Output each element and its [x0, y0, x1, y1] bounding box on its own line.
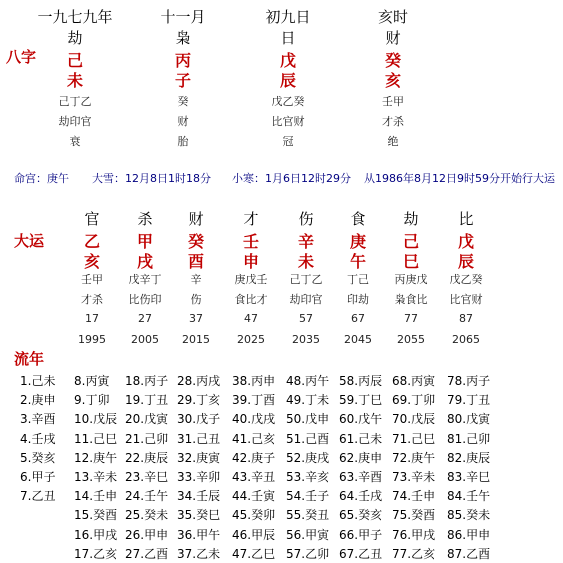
bazi-gan: 丙: [174, 51, 191, 70]
dayun-gan: 乙: [83, 232, 100, 251]
dayun-cang-shishen: 比官财: [449, 293, 483, 306]
liunian-cell: 56.甲寅: [286, 527, 330, 542]
bazi-zhi: 子: [174, 71, 191, 90]
daxue-text: 大雪：12月8日1时18分: [92, 172, 211, 185]
dayun-year: 1995: [78, 333, 106, 346]
liunian-cell: 10.戊辰: [74, 412, 118, 427]
dayun-cang-shishen: 劫印官: [289, 293, 323, 306]
dayun-label: 大运: [14, 232, 45, 250]
liunian-cell: 37.乙未: [177, 546, 221, 561]
liunian-cell: 28.丙戌: [177, 374, 221, 388]
dayun-zhi: 酉: [187, 252, 204, 271]
bazi-canggan: 癸: [177, 95, 189, 108]
liunian-cell: 65.癸亥: [339, 508, 383, 523]
dayun-cang-shishen: 才杀: [81, 293, 103, 306]
dayun-age: 57: [299, 312, 313, 325]
dayun-shishen: 劫: [403, 210, 419, 228]
liunian-cell: 20.戊寅: [125, 412, 169, 427]
dayun-shishen: 伤: [298, 210, 314, 228]
liunian-cell: 19.丁丑: [125, 393, 169, 408]
liunian-cell: 82.庚辰: [447, 450, 491, 465]
liunian-cell: 34.壬辰: [177, 489, 221, 504]
liunian-cell: 17.乙亥: [74, 546, 118, 561]
liunian-cell: 18.丙子: [125, 374, 169, 388]
liunian-cell: 59.丁巳: [339, 393, 383, 408]
dayun-zhi: 戌: [136, 252, 153, 271]
liunian-cell: 72.庚午: [392, 450, 436, 465]
liunian-cell: 70.戊辰: [392, 412, 436, 427]
dayun-zhi: 申: [242, 252, 259, 271]
bazi-label: 八字: [6, 48, 37, 66]
dayun-year: 2035: [292, 333, 320, 346]
dayun-zhi: 亥: [83, 252, 100, 271]
dayun-canggan: 己丁乙: [289, 273, 323, 286]
liunian-cell: 83.辛巳: [447, 470, 491, 484]
dayun-shishen: 财: [188, 210, 204, 228]
bazi-cang-shishen: 财: [177, 115, 189, 128]
liunian-cell: 46.甲辰: [232, 527, 276, 542]
dayun-canggan: 庚戊壬: [234, 273, 268, 286]
bazi-state: 胎: [177, 135, 189, 148]
liunian-cell: 76.甲戌: [392, 527, 436, 542]
liunian-cell: 69.丁卯: [392, 393, 436, 408]
liunian-cell: 71.己巳: [392, 431, 436, 446]
liunian-cell: 16.甲戌: [74, 527, 118, 542]
dayun-canggan: 壬甲: [81, 273, 103, 286]
dayun-gan: 甲: [136, 232, 153, 251]
dayun-year: 2055: [397, 333, 425, 346]
liunian-cell: 22.庚辰: [125, 450, 169, 465]
liunian-cell: 2.庚申: [20, 393, 56, 408]
liunian-cell: 61.己未: [339, 431, 383, 446]
liunian-cell: 51.己酉: [286, 431, 330, 446]
dayun-gan: 壬: [242, 232, 259, 251]
liunian-cell: 7.乙丑: [20, 489, 56, 504]
liunian-cell: 40.戊戌: [232, 412, 276, 427]
liunian-cell: 33.辛卯: [177, 470, 221, 484]
dayun-year: 2025: [237, 333, 265, 346]
dayun-age: 17: [85, 312, 99, 325]
dayun-zhi: 辰: [457, 252, 474, 271]
liunian-cell: 55.癸丑: [286, 508, 330, 523]
liunian-cell: 64.壬戌: [339, 489, 383, 504]
liunian-cell: 75.癸酉: [392, 508, 436, 523]
bazi-state: 衰: [69, 135, 81, 148]
liunian-cell: 6.甲子: [20, 470, 56, 484]
liunian-cell: 21.己卯: [125, 431, 169, 446]
liunian-cell: 29.丁亥: [177, 393, 221, 408]
liunian-cell: 24.壬午: [125, 489, 169, 504]
bazi-cang-shishen: 劫印官: [58, 115, 92, 128]
dayun-gan: 辛: [297, 232, 314, 251]
dayun-year: 2015: [182, 333, 210, 346]
dayun-shishen: 才: [243, 210, 259, 228]
liunian-cell: 43.辛丑: [232, 470, 276, 484]
dayun-age: 27: [138, 312, 152, 325]
bazi-header: 一九七九年: [37, 8, 113, 26]
liunian-cell: 48.丙午: [286, 374, 330, 388]
liunian-cell: 12.庚午: [74, 450, 118, 465]
bazi-header: 初九日: [265, 8, 311, 26]
liunian-cell: 38.丙申: [232, 374, 276, 388]
liunian-cell: 60.戊午: [339, 412, 383, 427]
bazi-header: 十一月: [160, 8, 206, 26]
dayun-age: 47: [244, 312, 258, 325]
qiyun-text: 从1986年8月12日9时59分开始行大运: [364, 172, 555, 185]
liunian-cell: 78.丙子: [447, 374, 491, 388]
dayun-zhi: 未: [297, 252, 314, 271]
bazi-gan: 己: [66, 51, 83, 70]
dayun-shishen: 比: [458, 210, 474, 228]
dayun-gan: 己: [402, 232, 419, 251]
liunian-cell: 25.癸未: [125, 508, 169, 523]
dayun-canggan: 丁己: [347, 273, 369, 286]
dayun-cang-shishen: 印劫: [347, 293, 369, 306]
dayun-gan: 癸: [187, 232, 204, 251]
liunian-cell: 50.戊申: [286, 412, 330, 427]
liunian-cell: 52.庚戌: [286, 450, 330, 465]
bazi-shishen: 财: [385, 29, 401, 47]
liunian-label: 流年: [14, 350, 45, 368]
bazi-shishen: 日: [280, 29, 296, 47]
xiaohan-text: 小寒：1月6日12时29分: [232, 172, 351, 185]
dayun-cang-shishen: 比伤印: [128, 293, 162, 306]
dayun-shishen: 官: [84, 210, 100, 228]
liunian-cell: 81.己卯: [447, 431, 491, 446]
liunian-cell: 32.庚寅: [177, 450, 221, 465]
liunian-cell: 53.辛亥: [286, 470, 330, 484]
liunian-cell: 30.戊子: [177, 412, 221, 427]
dayun-zhi: 巳: [402, 252, 419, 271]
liunian-cell: 85.癸未: [447, 508, 491, 523]
liunian-cell: 42.庚子: [232, 450, 276, 465]
liunian-cell: 26.甲申: [125, 527, 169, 542]
bazi-header: 亥时: [377, 8, 408, 26]
liunian-cell: 1.己未: [20, 374, 56, 388]
dayun-year: 2065: [452, 333, 480, 346]
liunian-cell: 8.丙寅: [74, 374, 110, 388]
liunian-cell: 35.癸巳: [177, 508, 221, 523]
liunian-cell: 49.丁未: [286, 393, 330, 408]
dayun-cang-shishen: 枭食比: [394, 293, 428, 306]
bazi-shishen: 枭: [175, 29, 191, 47]
liunian-cell: 44.壬寅: [232, 489, 276, 504]
liunian-cell: 31.己丑: [177, 431, 221, 446]
liunian-cell: 23.辛巳: [125, 470, 169, 484]
liunian-cell: 66.甲子: [339, 527, 383, 542]
dayun-canggan: 戊乙癸: [449, 273, 483, 286]
bazi-zhi: 辰: [279, 71, 296, 90]
liunian-cell: 3.辛酉: [20, 412, 56, 427]
liunian-cell: 36.甲午: [177, 527, 221, 542]
bazi-canggan: 戊乙癸: [271, 95, 305, 108]
liunian-cell: 54.壬子: [286, 489, 330, 504]
minggong-text: 命宫：庚午: [14, 172, 69, 185]
liunian-cell: 79.丁丑: [447, 393, 491, 408]
bazi-state: 绝: [387, 135, 399, 148]
liunian-cell: 77.乙亥: [392, 546, 436, 561]
dayun-age: 87: [459, 312, 473, 325]
liunian-cell: 84.壬午: [447, 489, 491, 504]
bazi-cang-shishen: 比官财: [271, 115, 305, 128]
dayun-shishen: 杀: [137, 210, 153, 228]
dayun-canggan: 戊辛丁: [128, 273, 162, 286]
bazi-zhi: 未: [66, 71, 83, 90]
liunian-cell: 5.癸亥: [20, 450, 56, 465]
liunian-cell: 4.壬戌: [20, 431, 56, 446]
liunian-cell: 39.丁酉: [232, 393, 276, 408]
dayun-cang-shishen: 伤: [190, 293, 202, 306]
liunian-cell: 57.乙卯: [286, 546, 330, 561]
bazi-shishen: 劫: [67, 29, 83, 47]
dayun-year: 2005: [131, 333, 159, 346]
liunian-cell: 86.甲申: [447, 527, 491, 542]
bazi-canggan: 己丁乙: [58, 95, 92, 108]
liunian-cell: 15.癸酉: [74, 508, 118, 523]
liunian-cell: 63.辛酉: [339, 470, 383, 484]
bazi-canggan: 壬甲: [382, 95, 404, 108]
dayun-age: 77: [404, 312, 418, 325]
liunian-cell: 73.辛未: [392, 470, 436, 484]
liunian-cell: 27.乙酉: [125, 546, 169, 561]
bazi-cang-shishen: 才杀: [382, 115, 404, 128]
bazi-gan: 癸: [384, 51, 401, 70]
liunian-cell: 67.乙丑: [339, 546, 383, 561]
bazi-gan: 戊: [279, 51, 296, 70]
dayun-zhi: 午: [349, 252, 366, 271]
liunian-cell: 47.乙巳: [232, 546, 276, 561]
liunian-cell: 41.己亥: [232, 431, 276, 446]
bazi-state: 冠: [282, 135, 294, 148]
liunian-cell: 87.乙酉: [447, 546, 491, 561]
dayun-year: 2045: [344, 333, 372, 346]
dayun-gan: 戊: [457, 232, 474, 251]
dayun-gan: 庚: [349, 232, 366, 251]
dayun-age: 37: [189, 312, 203, 325]
liunian-cell: 68.丙寅: [392, 374, 436, 388]
liunian-cell: 9.丁卯: [74, 393, 110, 408]
liunian-cell: 58.丙辰: [339, 374, 383, 388]
liunian-cell: 62.庚申: [339, 450, 383, 465]
dayun-canggan: 丙庚戊: [394, 273, 428, 286]
liunian-cell: 80.戊寅: [447, 412, 491, 427]
bazi-zhi: 亥: [384, 71, 401, 90]
liunian-cell: 14.壬申: [74, 489, 118, 504]
liunian-cell: 11.己巳: [74, 431, 118, 446]
liunian-cell: 74.壬申: [392, 489, 436, 504]
dayun-canggan: 辛: [190, 273, 202, 286]
liunian-cell: 13.辛未: [74, 470, 118, 484]
dayun-shishen: 食: [350, 210, 366, 228]
liunian-cell: 45.癸卯: [232, 508, 276, 523]
dayun-age: 67: [351, 312, 365, 325]
dayun-cang-shishen: 食比才: [234, 293, 268, 306]
